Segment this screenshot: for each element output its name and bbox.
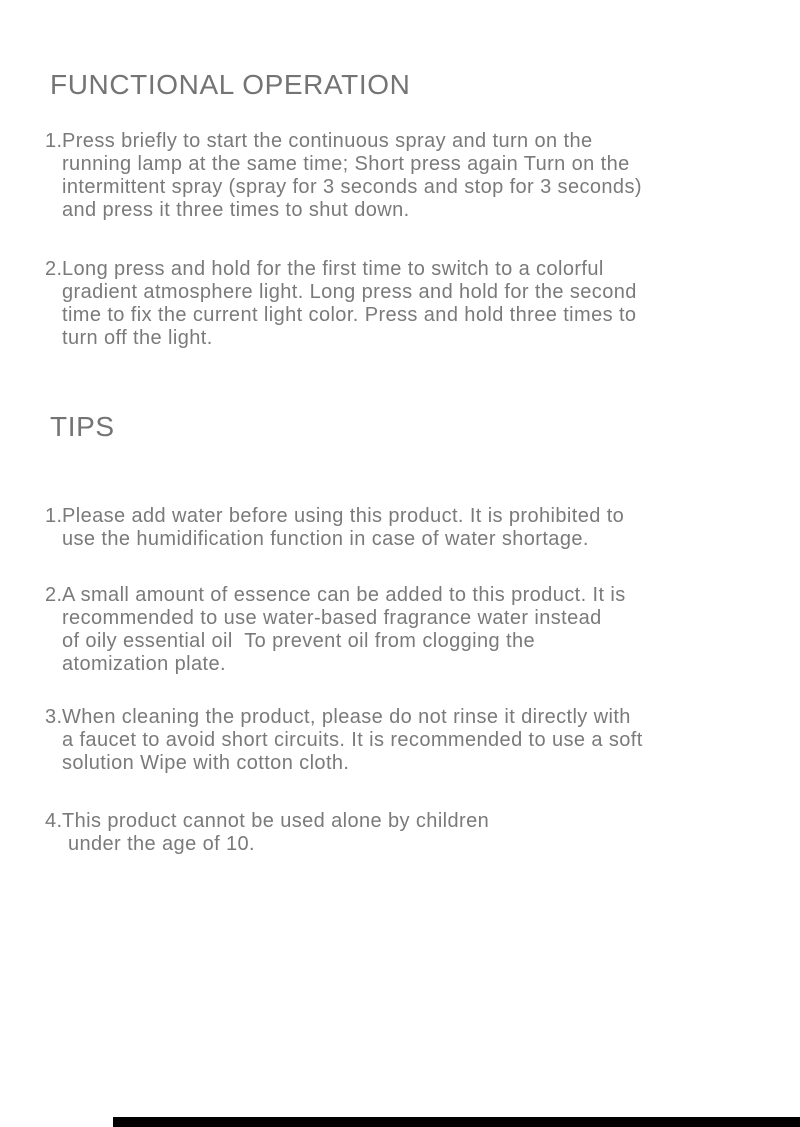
item-number: 1. (45, 130, 63, 152)
item-line: Press briefly to start the continuous spray and turn on the (62, 130, 593, 152)
item-number: 2. (45, 584, 63, 606)
functional-operation-heading: FUNCTIONAL OPERATION (50, 69, 411, 100)
item-line: time to fix the current light color. Press and hold three times to (62, 304, 637, 326)
manual-page (0, 68, 800, 1127)
op-item-1 (0, 130, 800, 222)
item-number: 2. (45, 258, 63, 280)
tip-item-4 (0, 810, 800, 856)
bottom-black-bar (113, 1117, 800, 1127)
item-line: gradient atmosphere light. Long press and hold for the second (62, 281, 637, 303)
item-line: Please add water before using this product. It is prohibited to (62, 505, 625, 527)
item-line: under the age of 10. (62, 833, 256, 855)
tip-item-2 (0, 584, 800, 676)
item-line: use the humidification function in case of water shortage. (62, 528, 589, 550)
item-line: running lamp at the same time; Short press again Turn on the (62, 153, 630, 175)
item-line: intermittent spray (spray for 3 seconds and stop for 3 seconds) (62, 176, 642, 198)
tip-item-3 (0, 706, 800, 775)
item-line: turn off the light. (62, 327, 213, 349)
item-line: This product cannot be used alone by children (62, 810, 490, 832)
tips-list (0, 505, 800, 856)
item-number: 3. (45, 706, 63, 728)
item-number: 1. (45, 505, 63, 527)
item-line: A small amount of essence can be added to this product. It is (62, 584, 626, 606)
tip-item-1 (0, 505, 800, 551)
item-line: of oily essential oil To prevent oil from clogging the (62, 630, 535, 652)
item-line: and press it three times to shut down. (62, 199, 410, 221)
item-line: When cleaning the product, please do not rinse it directly with (62, 706, 631, 728)
item-line: recommended to use water-based fragrance water instead (62, 607, 602, 629)
item-line: Long press and hold for the first time to switch to a colorful (62, 258, 604, 280)
item-line: solution Wipe with cotton cloth. (62, 752, 350, 774)
functional-operation-list (0, 130, 800, 350)
tips-heading: TIPS (50, 411, 115, 442)
item-line: a faucet to avoid short circuits. It is recommended to use a soft (62, 729, 643, 751)
item-number: 4. (45, 810, 63, 832)
op-item-2 (0, 258, 800, 350)
item-line: atomization plate. (62, 653, 226, 675)
